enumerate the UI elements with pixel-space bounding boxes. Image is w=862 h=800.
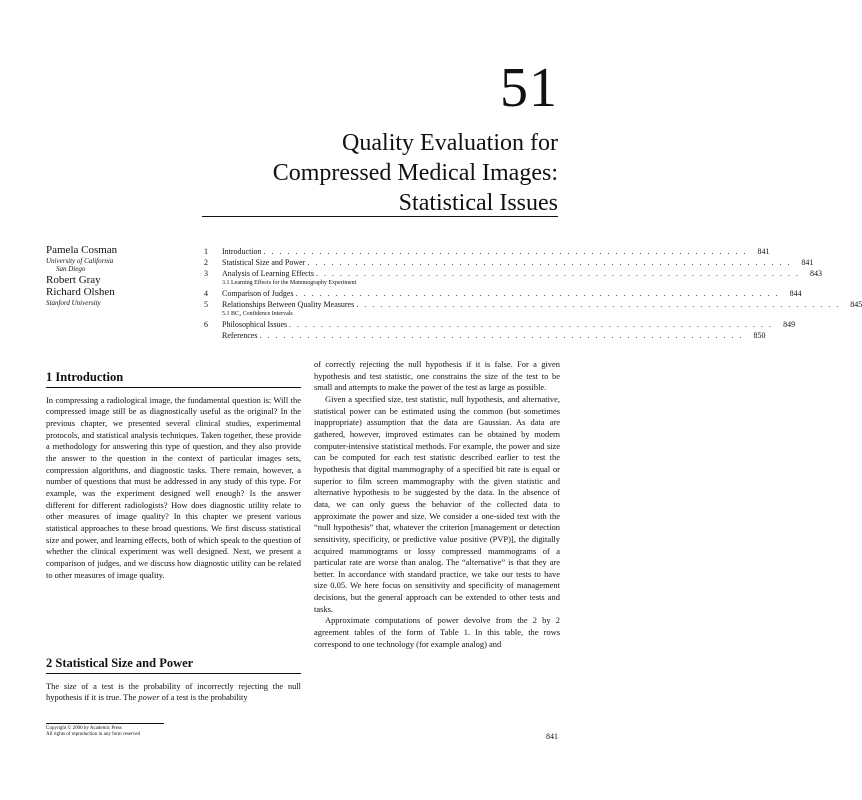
toc-title: Introduction <box>222 247 262 256</box>
body-paragraph: Given a specified size, test statistic, null hypothesis, and alternative, statistical power can be estimated using the common (but sometimes inappropriate) assumption that the data are Gaussian. As data are gathered, however, improved estimates can be obtained by modern computer-intensive statistical methods. For example, the power and size can be computed for each test statistic described earlier to test the hypothesis that digital mammography of a specified bit rate is equal or superior to film screen mammography with the given statistic and alternative hypothesis to be suggested by the data. In the absence of data, we can only guess the behavior of the collected data to approximate the power and size. We consider a one-sided test with the “null hypothesis” that, whatever the criterion [management or detection sensitivity, specificity, or predictive value positive (PVP)], the digitally acquired mammograms or lossy compressed mammograms of a particular rate are worse than analog. The “alternative” is that they are better. In accordance with standard practice, we take our tests to have size 0.05. We here focus on sensitivity and specificity of management decisions, but the general approach can be extended to other tests and tasks. <box>314 393 560 614</box>
page-number: 841 <box>546 732 558 741</box>
body-paragraph: In compressing a radiological image, the fundamental question is: Will the compressed image still be as diagnostically useful as the original? In the previous chapter, we presented several clinical studies, experimental protocols, and statistical analysis techniques. Taken together, these provide a methodology for answering this type of question, and they also provide the answer to the question in the context of particular images sets, compression algorithms, and diagnostic tasks. There remain, however, a number of questions that must be addressed in any study of this type. For example, was the experiment designed well enough? Is the answer different for different radiologists? How does diagnostic utility relate to other measures of image quality? In this chapter we present various statistical approaches to these broad questions. We first discuss statistical size and power, and learning effects, both of which speak to the question of whether the clinical experiment was well designed. Next, we present a comparison of judges, and we discuss how diagnostic utility can be related to other measures of image quality. <box>46 394 301 580</box>
toc-title: References <box>222 331 258 340</box>
toc-leader: . . . . . . . . . . . . . . . . . . . . . . . . . . . . . . . . . . . . . . . . . . . . . . . . . . . . . . . . . . . . . <box>356 300 841 309</box>
toc-subentry[interactable] <box>204 279 560 288</box>
toc-number: 2 <box>204 258 208 267</box>
copyright-line: All rights of reproduction in any form reserved <box>46 732 141 737</box>
toc-title: Analysis of Learning Effects <box>222 269 315 278</box>
toc-entry[interactable] <box>204 257 814 268</box>
toc-entry[interactable] <box>204 319 796 330</box>
toc-entry[interactable] <box>204 288 802 299</box>
author-name: Robert Gray <box>46 273 101 286</box>
chapter-title <box>178 128 558 218</box>
title-line: Statistical Issues <box>398 190 558 216</box>
toc-entry[interactable] <box>204 330 766 341</box>
toc-page: 843 <box>810 269 823 278</box>
title-line: Quality Evaluation for <box>342 130 558 156</box>
toc-leader: . . . . . . . . . . . . . . . . . . . . . . . . . . . . . . . . . . . . . . . . . . . . . . . . . . . . . . . . . . . . . <box>259 331 744 340</box>
toc-page: 841 <box>757 247 770 256</box>
toc-page: 849 <box>783 320 796 329</box>
author-name: Pamela Cosman <box>46 244 118 256</box>
toc-leader: . . . . . . . . . . . . . . . . . . . . . . . . . . . . . . . . . . . . . . . . . . . . . . . . . . . . . . . . . . . . . <box>316 269 801 278</box>
section-heading: 1 Introduction <box>46 372 301 388</box>
toc-subtitle: 3.1 Learning Effects for the Mammography Experiment <box>222 280 357 286</box>
table-of-contents <box>204 246 862 341</box>
toc-subentry[interactable] <box>204 310 560 319</box>
toc-subtitle: 5.1 BC₄ Confidence Intervals <box>222 311 293 317</box>
toc-page: 841 <box>801 258 814 267</box>
toc-title: Comparison of Judges <box>222 289 294 298</box>
author-affiliation: University of California <box>46 256 114 265</box>
chapter-number: 51 <box>500 57 558 119</box>
toc-title: Relationships Between Quality Measures <box>222 300 355 309</box>
body-paragraph: of correctly rejecting the null hypothesis if it is false. For a given hypothesis and test statistic, one constrains the size of the test to be small and attempts to make the power of the test as large as possible. <box>314 359 560 393</box>
toc-entry[interactable] <box>204 299 862 310</box>
toc-title: Statistical Size and Power <box>222 258 306 267</box>
author-name: Richard Olshen <box>46 286 115 298</box>
body-paragraph: The size of a test is the probability of incorrectly rejecting the null hypothesis if it is true. The power of a test is the probability <box>46 680 301 703</box>
toc-page: 850 <box>753 331 766 340</box>
section-size-power <box>46 658 301 704</box>
toc-number: 6 <box>204 320 208 329</box>
section-heading: 2 Statistical Size and Power <box>46 658 301 674</box>
term-power: power <box>138 692 160 703</box>
body-paragraph: Approximate computations of power devolve from the 2 by 2 agreement tables of the form of Table 1. In this table, the rows correspond to one technology (for example analog) and <box>314 615 560 649</box>
toc-number: 1 <box>204 247 208 256</box>
toc-entry[interactable] <box>204 246 770 257</box>
author-block <box>46 244 186 307</box>
toc-leader: . . . . . . . . . . . . . . . . . . . . . . . . . . . . . . . . . . . . . . . . . . . . . . . . . . . . . . . . . . . . . <box>289 320 774 329</box>
copyright-notice <box>46 726 140 738</box>
toc-page: 845 <box>850 300 862 309</box>
toc-leader: . . . . . . . . . . . . . . . . . . . . . . . . . . . . . . . . . . . . . . . . . . . . . . . . . . . . . . . . . . . . . <box>263 247 748 256</box>
toc-title: Philosophical Issues <box>222 320 288 329</box>
title-divider <box>202 216 558 217</box>
toc-entry[interactable] <box>204 268 823 279</box>
copyright-line: Copyright © 2000 by Academic Press <box>46 726 122 731</box>
toc-number: 4 <box>204 289 208 298</box>
toc-leader: . . . . . . . . . . . . . . . . . . . . . . . . . . . . . . . . . . . . . . . . . . . . . . . . . . . . . . . . . . . . . <box>307 258 792 267</box>
author-affiliation: Stanford University <box>46 298 101 307</box>
title-line: Compressed Medical Images: <box>272 160 558 186</box>
toc-number: 3 <box>204 269 208 278</box>
term-size: size <box>63 680 77 691</box>
right-column <box>314 359 560 650</box>
toc-page: 844 <box>789 289 802 298</box>
author-affiliation: San Diego <box>56 265 86 273</box>
footer-divider <box>46 723 164 724</box>
toc-number: 5 <box>204 300 208 309</box>
toc-leader: . . . . . . . . . . . . . . . . . . . . . . . . . . . . . . . . . . . . . . . . . . . . . . . . . . . . . . . . . . . . . <box>295 289 780 298</box>
section-introduction <box>46 372 301 581</box>
